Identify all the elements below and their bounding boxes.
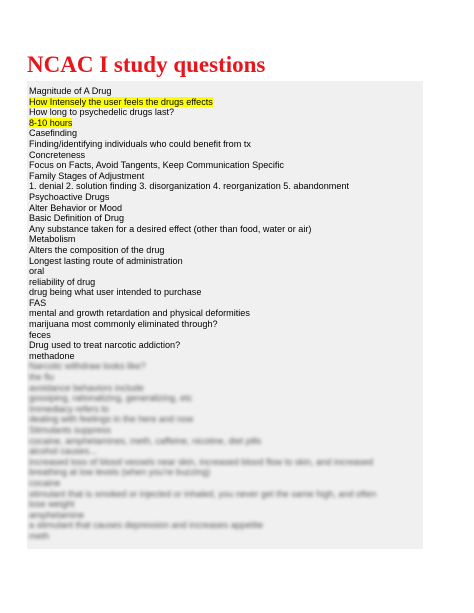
page-title: NCAC I study questions [27, 52, 266, 77]
line-text: methadone [29, 350, 75, 361]
line-text: marijuana most commonly eliminated through? [29, 319, 218, 330]
blurred-preview-line: increased loss of blood vessels near skin, increased blood flow to skin, and increased [29, 456, 374, 467]
document-line [29, 330, 376, 341]
blurred-preview-line: the flu [29, 372, 54, 383]
highlighted-text: 8-10 hours [29, 117, 73, 128]
blurred-preview-line: breathing at low levels (when you're buzzing) [29, 467, 211, 478]
document-line [29, 139, 376, 150]
document-line [29, 277, 376, 288]
document-line [29, 118, 376, 129]
document-line [29, 266, 376, 277]
blurred-preview-line: cocaine [29, 477, 61, 488]
highlighted-text: How Intensely the user feels the drugs effects [29, 96, 213, 107]
line-text: Drug used to treat narcotic addiction? [29, 340, 181, 351]
document-line [29, 234, 376, 245]
line-text: Any substance taken for a desired effect (other than food, water or air) [29, 223, 312, 234]
document-line [29, 86, 376, 97]
blurred-preview-line: gossiping, rationalizing, generalizing, etc [29, 393, 193, 404]
document-line [29, 181, 376, 192]
line-text: Psychoactive Drugs [29, 191, 110, 202]
line-text: Finding/identifying individuals who could benefit from tx [29, 138, 251, 149]
line-text: Metabolism [29, 234, 76, 245]
document-line [29, 97, 376, 108]
line-text: mental and growth retardation and physical deformities [29, 308, 250, 319]
line-text: Magnitude of A Drug [29, 86, 112, 96]
study-question-lines [29, 86, 376, 542]
document-line [29, 245, 376, 256]
blurred-preview-line: Immediacy refers to [29, 403, 109, 414]
line-text: feces [29, 329, 51, 340]
document-line [29, 224, 376, 235]
document-line [29, 171, 376, 182]
blurred-preview-line: stimulant that is smoked or injected or inhaled, you never get the same high, and often [29, 488, 377, 499]
document-line [29, 256, 376, 267]
line-text: oral [29, 266, 45, 277]
document-line [29, 150, 376, 161]
document-line [29, 351, 376, 362]
blurred-preview-line: a stimulant that causes depression and increases appetite [29, 520, 264, 531]
document-line [29, 128, 376, 139]
document-line [29, 319, 376, 330]
line-text: 1. denial 2. solution finding 3. disorganization 4. reorganization 5. abandonment [29, 181, 350, 192]
line-text: Longest lasting route of administration [29, 255, 183, 266]
blurred-preview-line: alcohol causes... [29, 446, 97, 457]
line-text: How long to psychedelic drugs last? [29, 107, 175, 118]
document-line [29, 203, 376, 214]
line-text: Concreteness [29, 149, 86, 160]
document-line [29, 107, 376, 118]
blurred-preview-line: meth [29, 530, 50, 541]
line-text: Casefinding [29, 128, 78, 139]
document-line [29, 308, 376, 319]
document-body [27, 81, 423, 549]
line-text: Basic Definition of Drug [29, 213, 125, 224]
document-line [29, 160, 376, 171]
line-text: reliability of drug [29, 276, 96, 287]
blurred-preview-line: Narcotic withdraw looks like? [29, 361, 146, 372]
line-text: Alter Behavior or Mood [29, 202, 123, 213]
document-line [29, 192, 376, 203]
line-text: Focus on Facts, Avoid Tangents, Keep Communication Specific [29, 160, 284, 171]
blurred-preview-line: amphetamine [29, 509, 85, 520]
blurred-preview-line: Stimulants suppress [29, 425, 111, 435]
document-line [29, 287, 376, 298]
document-line [29, 340, 376, 351]
blurred-preview-line: cocaine, amphetamines, meth, caffeine, nicotine, diet pills [29, 435, 262, 446]
document-line [29, 298, 376, 309]
blurred-preview-line: lose weight [29, 499, 75, 510]
line-text: drug being what user intended to purchase [29, 287, 202, 298]
line-text: FAS [29, 297, 47, 308]
document-line [29, 213, 376, 224]
blurred-preview-line: avoidance behaviors include [29, 382, 144, 393]
line-text: Family Stages of Adjustment [29, 170, 145, 181]
blurred-preview-line: dealing with feelings in the here and now [29, 414, 194, 425]
line-text: Alters the composition of the drug [29, 244, 165, 255]
